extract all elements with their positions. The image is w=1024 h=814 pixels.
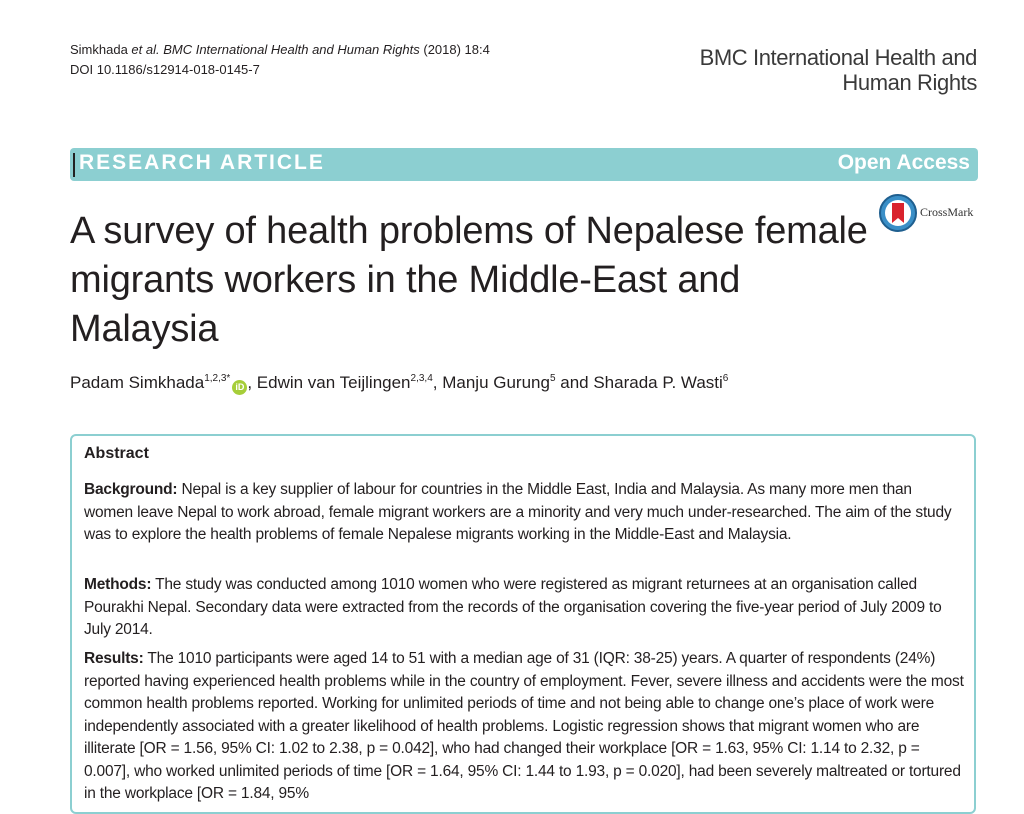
article-type-banner <box>70 148 978 181</box>
abstract-results <box>84 648 964 806</box>
author-separator: and <box>555 373 594 392</box>
text-cursor <box>73 153 75 177</box>
author-name[interactable]: Manju Gurung <box>442 373 550 392</box>
results-text: The 1010 participants were aged 14 to 51 with a median age of 31 (IQR: 38-25) years. A quarter of respondents (24%) reported having experienced health problems while in the country of employment. Fever, severe illness and accidents were the most common health problems reported. Working for unlimited periods of time and not being able to change one’s place of work were independently associated with a greater likelihood of health problems. Logistic regression shows that migrant women who are illiterate [OR = 1.56, 95% CI: 1.02 to 2.38, p = 0.042], who had changed their workplace [OR = 1.63, 95% CI: 1.14 to 2.32, p = 0.007], who worked unlimited periods of time [OR = 1.64, 95% CI: 1.44 to 1.93, p = 0.020], had been severely maltreated or tortured in the workplace [OR = 1.84, 95% <box>84 650 964 802</box>
author-list <box>70 367 728 395</box>
abstract-box <box>70 434 976 814</box>
background-text: Nepal is a key supplier of labour for countries in the Middle East, India and Malaysia. As many more men than women leave Nepal to work abroad, female migrant workers are a minority and very much under-researched. The aim of the study was to explore the health problems of female Nepalese migrants working in the Middle-East and Malaysia. <box>84 481 952 543</box>
author-affiliation: 5 <box>549 373 556 384</box>
author-affiliation: 1,2,3* <box>204 373 231 384</box>
citation-header <box>70 40 490 80</box>
article-title: A survey of health problems of Nepalese female migrants workers in the Middle-East and Malaysia <box>70 210 868 350</box>
background-label: Background: <box>84 481 178 498</box>
orcid-icon[interactable]: iD <box>232 380 247 395</box>
results-label: Results: <box>84 650 144 667</box>
author-name[interactable]: Padam Simkhada <box>70 373 205 392</box>
citation-line <box>70 40 490 60</box>
author-name[interactable]: Sharada P. Wasti <box>593 373 723 392</box>
abstract-background <box>84 479 964 547</box>
journal-name-line2: Human Rights <box>842 70 977 95</box>
open-access-label: Open Access <box>837 151 970 174</box>
abstract-methods <box>84 574 964 642</box>
author-separator: , <box>432 373 443 392</box>
methods-label: Methods: <box>84 576 152 593</box>
citation-issue: (2018) 18:4 <box>419 42 490 57</box>
author-affiliation: 6 <box>722 373 729 384</box>
author-name[interactable]: Edwin van Teijlingen <box>256 373 411 392</box>
journal-logo <box>700 45 977 95</box>
doi[interactable]: DOI 10.1186/s12914-018-0145-7 <box>70 62 260 77</box>
citation-journal: et al. BMC International Health and Human Rights <box>131 42 420 57</box>
author-separator: , <box>247 373 257 392</box>
crossmark-button[interactable] <box>878 193 988 233</box>
journal-name-line1: BMC International Health and <box>699 45 977 70</box>
article-type: RESEARCH ARTICLE <box>79 151 325 174</box>
abstract-heading: Abstract <box>84 445 149 462</box>
methods-text: The study was conducted among 1010 women who were registered as migrant returnees at an organisation called Pourakhi Nepal. Secondary data were extracted from the records of the organisation covering the five-year period of July 2009 to July 2014. <box>84 576 942 638</box>
author-affiliation: 2,3,4 <box>410 373 433 384</box>
citation-authors: Simkhada <box>70 42 132 57</box>
crossmark-label: CrossMark <box>920 205 974 219</box>
